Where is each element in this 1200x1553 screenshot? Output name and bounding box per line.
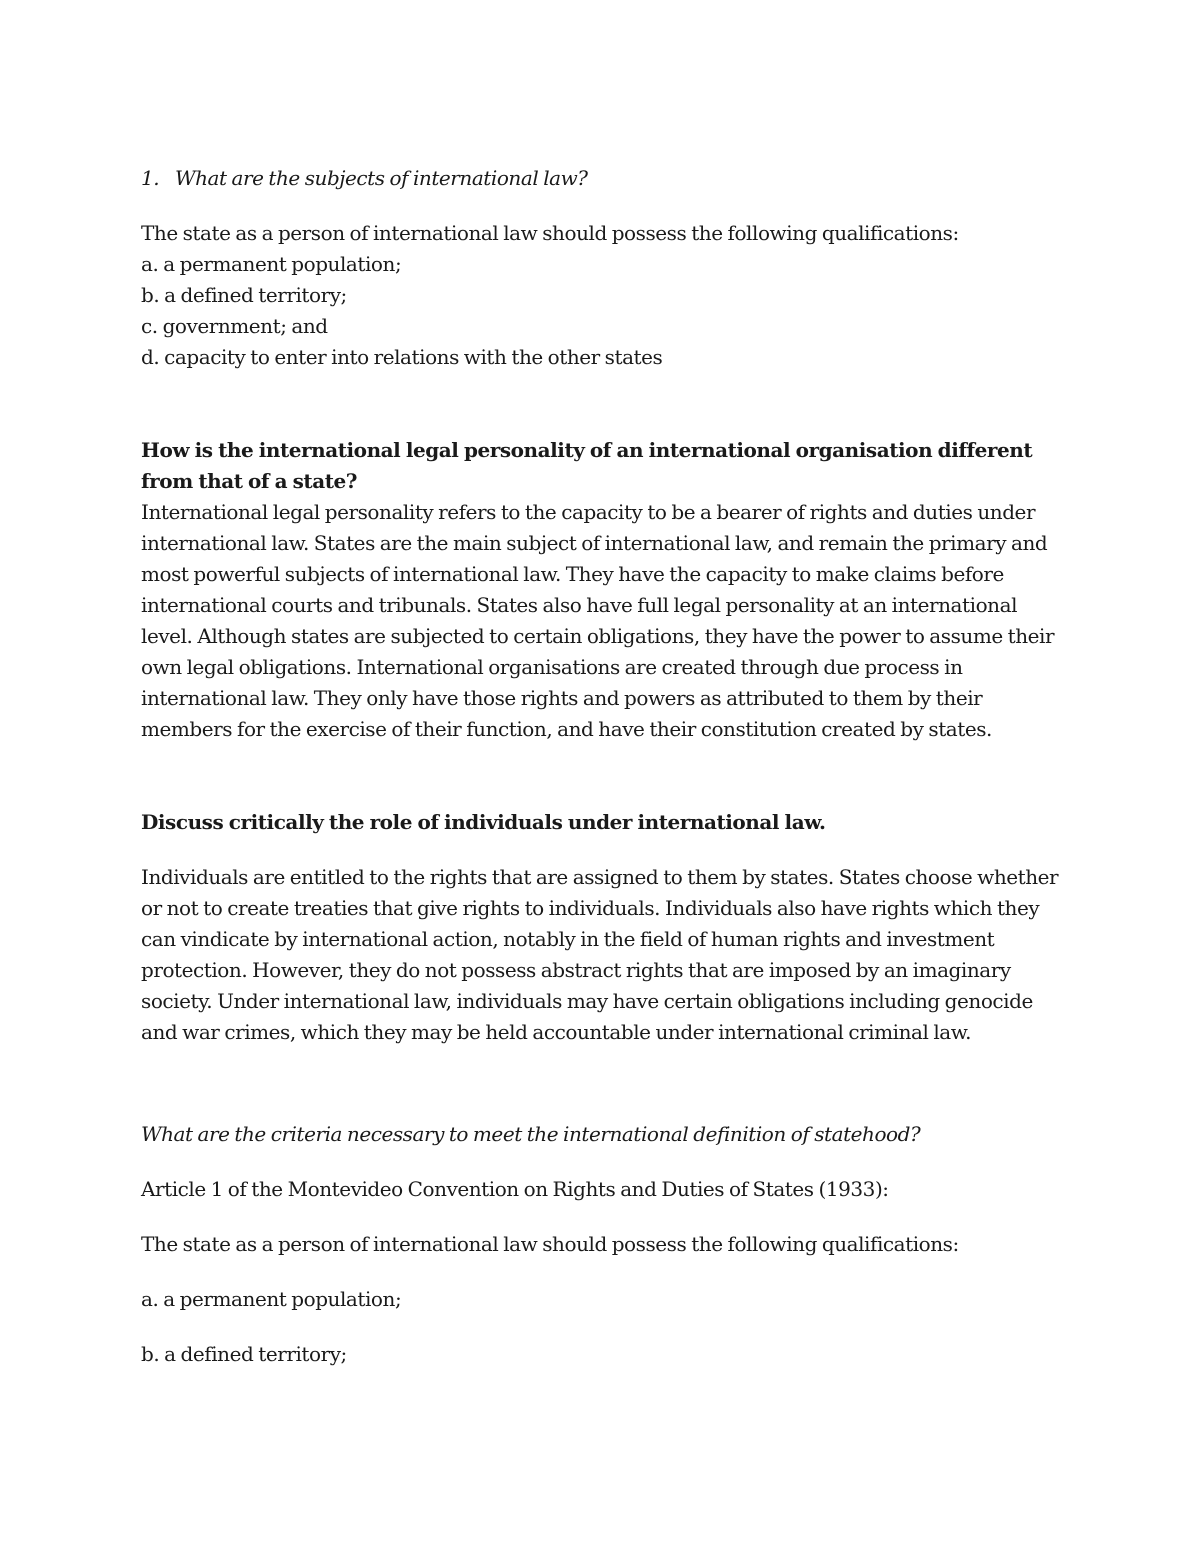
spacer bbox=[141, 1048, 1066, 1119]
question-1-text: What are the subjects of international law? bbox=[175, 166, 588, 190]
list-item: c. government; and bbox=[141, 314, 328, 338]
list-item: b. a defined territory; bbox=[141, 283, 347, 307]
question-3-answer: Individuals are entitled to the rights that are assigned to them by states. States choose whether or not to create treaties that give rights to individuals. Individuals also have rights which they can vindicate by international action, notably in the field of human rights and investment protection. However, they do not possess abstract rights that are imposed by an imaginary society. Under international law, individuals may have certain obligations including genocide and war crimes, which they may be held accountable under international criminal law. bbox=[141, 865, 1059, 1044]
question-1-heading bbox=[141, 163, 1066, 194]
list-item: a. a permanent population; bbox=[141, 252, 402, 276]
question-4-heading: What are the criteria necessary to meet the international definition of statehood? bbox=[141, 1122, 921, 1146]
spacer bbox=[141, 745, 1066, 807]
question-4-article: Article 1 of the Montevideo Convention on Rights and Duties of States (1933): bbox=[141, 1177, 889, 1201]
list-item: b. a defined territory; bbox=[141, 1342, 347, 1366]
question-2-answer: International legal personality refers to the capacity to be a bearer of rights and duties under international law. States are the main subject of international law, and remain the primary and most powerful subjects of international law. They have the capacity to make claims before international courts and tribunals. States also have full legal personality at an international level. Although states are subjected to certain obligations, they have the power to assume their own legal obligations. International organisations are created through due process in international law. They only have those rights and powers as attributed to them by their members for the exercise of their function, and have their constitution created by states. bbox=[141, 500, 1055, 741]
spacer bbox=[141, 373, 1066, 435]
question-3-heading: Discuss critically the role of individuals under international law. bbox=[141, 810, 826, 834]
document-body bbox=[141, 163, 1066, 1394]
question-2-heading: How is the international legal personality of an international organisation different from that of a state? bbox=[141, 438, 1033, 493]
list-item: d. capacity to enter into relations with the other states bbox=[141, 345, 663, 369]
question-1-number: 1. bbox=[141, 166, 160, 190]
question-1-intro: The state as a person of international law should possess the following qualifications: bbox=[141, 221, 959, 245]
list-item: a. a permanent population; bbox=[141, 1287, 402, 1311]
question-4-intro: The state as a person of international law should possess the following qualifications: bbox=[141, 1232, 959, 1256]
